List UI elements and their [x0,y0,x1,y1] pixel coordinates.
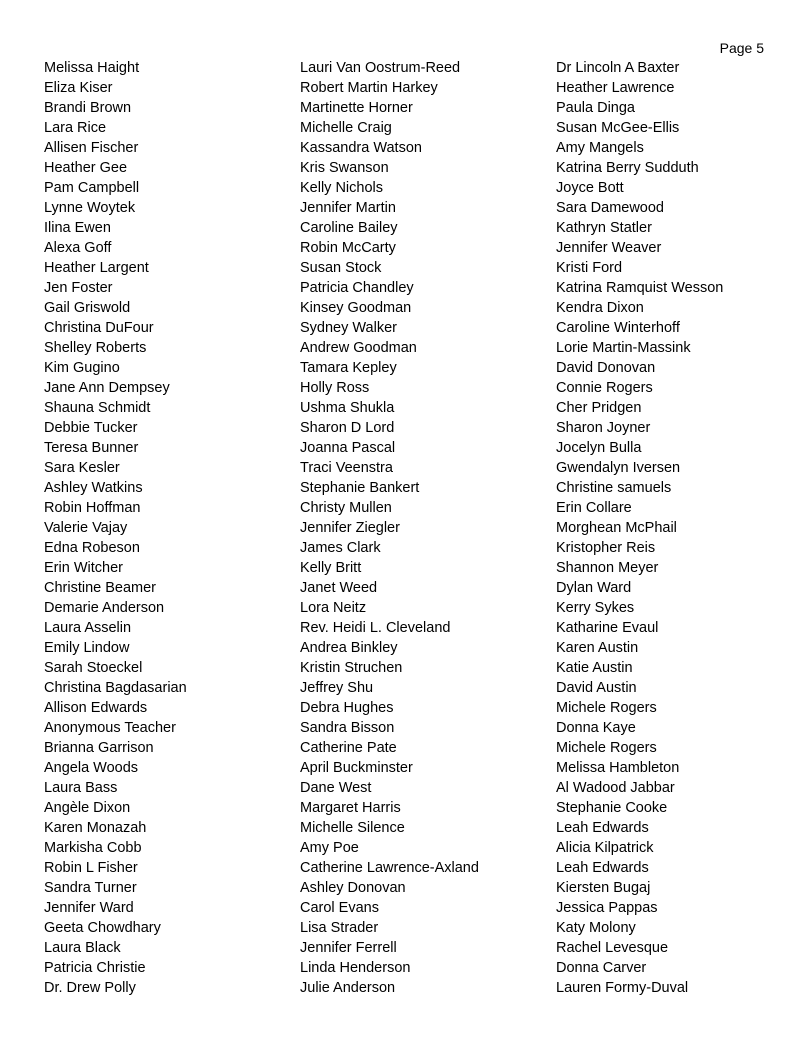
name-entry: Linda Henderson [300,960,411,976]
name-entry: Jennifer Ziegler [300,520,400,536]
name-entry: Ilina Ewen [44,220,111,236]
name-entry: Caroline Winterhoff [556,320,680,336]
name-entry: Kinsey Goodman [300,300,412,316]
name-entry: Erin Collare [556,500,632,516]
name-entry: Edna Robeson [44,540,140,556]
name-entry: Sydney Walker [300,320,397,336]
name-entry: Janet Weed [300,580,378,596]
name-entry: Ashley Watkins [44,480,143,496]
name-entry: Shannon Meyer [556,560,659,576]
name-entry: Michelle Silence [300,820,405,836]
name-entry: Shauna Schmidt [44,400,151,416]
name-entry: Sarah Stoeckel [44,660,143,676]
name-entry: James Clark [300,540,381,556]
name-entry: Patricia Chandley [300,280,414,296]
name-entry: David Austin [556,680,637,696]
name-entry: Lynne Woytek [44,200,136,216]
name-entry: Alexa Goff [44,240,112,256]
name-entry: Tamara Kepley [300,360,397,376]
name-entry: Michele Rogers [556,740,657,756]
name-entry: Robin Hoffman [44,500,141,516]
name-entry: Jennifer Weaver [556,240,662,256]
name-entry: Amy Poe [300,840,359,856]
name-entry: Melissa Haight [44,60,140,76]
name-entry: Pam Campbell [44,180,140,196]
name-entry: Lorie Martin-Massink [556,340,691,356]
name-entry: Susan Stock [300,260,382,276]
name-entry: Martinette Horner [300,100,413,116]
name-entry: Lauri Van Oostrum-Reed [300,60,461,76]
name-entry: Eliza Kiser [44,80,113,96]
name-entry: Stephanie Cooke [556,800,668,816]
name-entry: Gail Griswold [44,300,131,316]
name-entry: Donna Kaye [556,720,636,736]
name-entry: Jocelyn Bulla [556,440,642,456]
name-entry: Patricia Christie [44,960,146,976]
name-entry: Katharine Evaul [556,620,659,636]
name-entry: Andrew Goodman [300,340,417,356]
name-entry: Teresa Bunner [44,440,139,456]
name-entry: Kelly Britt [300,560,362,576]
name-entry: Melissa Hambleton [556,760,680,776]
page-number: Page 5 [719,40,764,56]
name-column-2 [300,58,479,998]
name-entry: Angèle Dixon [44,800,131,816]
name-entry: Shelley Roberts [44,340,147,356]
name-entry: Christine samuels [556,480,672,496]
name-entry: Donna Carver [556,960,647,976]
name-entry: Robin McCarty [300,240,396,256]
name-entry: Julie Anderson [300,980,396,996]
name-entry: Debra Hughes [300,700,394,716]
name-entry: Geeta Chowdhary [44,920,161,936]
name-entry: Erin Witcher [44,560,123,576]
name-entry: Valerie Vajay [44,520,128,536]
name-entry: Jen Foster [44,280,113,296]
name-entry: Laura Black [44,940,121,956]
name-entry: Kris Swanson [300,160,389,176]
name-entry: Kelly Nichols [300,180,383,196]
name-entry: Holly Ross [300,380,370,396]
name-entry: Christy Mullen [300,500,392,516]
name-entry: Brandi Brown [44,100,132,116]
name-entry: Al Wadood Jabbar [556,780,675,796]
name-column-3 [556,58,723,998]
name-entry: Sharon D Lord [300,420,395,436]
name-entry: Jennifer Ward [44,900,134,916]
name-entry: Lora Neitz [300,600,367,616]
name-entry: Michelle Craig [300,120,392,136]
name-entry: Sandra Turner [44,880,137,896]
name-entry: Markisha Cobb [44,840,142,856]
name-entry: Robin L Fisher [44,860,138,876]
name-entry: Sara Kesler [44,460,120,476]
name-entry: Margaret Harris [300,800,401,816]
name-entry: Gwendalyn Iversen [556,460,681,476]
name-entry: Michele Rogers [556,700,657,716]
name-entry: Dr Lincoln A Baxter [556,60,680,76]
name-entry: Brianna Garrison [44,740,154,756]
name-entry: Katie Austin [556,660,633,676]
name-entry: Joanna Pascal [300,440,396,456]
name-entry: Kristin Struchen [300,660,403,676]
name-entry: Paula Dinga [556,100,635,116]
name-entry: Kerry Sykes [556,600,635,616]
name-entry: Debbie Tucker [44,420,138,436]
name-entry: Angela Woods [44,760,139,776]
name-entry: Traci Veenstra [300,460,393,476]
name-entry: Lisa Strader [300,920,379,936]
name-entry: Kim Gugino [44,360,120,376]
name-entry: Amy Mangels [556,140,644,156]
name-entry: Kiersten Bugaj [556,880,651,896]
name-column-1 [44,58,187,998]
name-entry: Jessica Pappas [556,900,658,916]
name-entry: Jennifer Martin [300,200,396,216]
name-entry: Emily Lindow [44,640,130,656]
name-entry: Carol Evans [300,900,379,916]
name-entry: Demarie Anderson [44,600,165,616]
name-entry: Karen Austin [556,640,639,656]
name-entry: Kathryn Statler [556,220,652,236]
name-entry: Dylan Ward [556,580,632,596]
name-entry: Rev. Heidi L. Cleveland [300,620,451,636]
name-entry: Joyce Bott [556,180,624,196]
name-entry: Leah Edwards [556,820,649,836]
name-entry: Karen Monazah [44,820,147,836]
name-entry: Heather Gee [44,160,128,176]
name-entry: Alicia Kilpatrick [556,840,654,856]
name-entry: Katy Molony [556,920,636,936]
name-entry: April Buckminster [300,760,413,776]
name-entry: Ashley Donovan [300,880,406,896]
name-entry: Kassandra Watson [300,140,422,156]
name-entry: Catherine Lawrence-Axland [300,860,479,876]
name-entry: Stephanie Bankert [300,480,420,496]
name-entry: Lauren Formy-Duval [556,980,689,996]
name-entry: Kendra Dixon [556,300,644,316]
name-entry: Katrina Berry Sudduth [556,160,699,176]
name-entry: Kristopher Reis [556,540,656,556]
name-entry: Andrea Binkley [300,640,398,656]
name-entry: Heather Largent [44,260,149,276]
name-entry: Dr. Drew Polly [44,980,136,996]
name-entry: Rachel Levesque [556,940,669,956]
name-entry: Christina DuFour [44,320,154,336]
name-entry: Laura Bass [44,780,118,796]
name-entry: Sara Damewood [556,200,664,216]
name-entry: Allison Edwards [44,700,148,716]
name-entry: Katrina Ramquist Wesson [556,280,724,296]
name-entry: Caroline Bailey [300,220,398,236]
name-entry: Heather Lawrence [556,80,675,96]
name-entry: Sandra Bisson [300,720,395,736]
name-entry: Lara Rice [44,120,107,136]
name-entry: Laura Asselin [44,620,132,636]
name-entry: Christine Beamer [44,580,157,596]
name-entry: Jennifer Ferrell [300,940,397,956]
name-entry: Robert Martin Harkey [300,80,438,96]
name-entry: Allisen Fischer [44,140,139,156]
name-entry: Jeffrey Shu [300,680,374,696]
name-entry: Dane West [300,780,372,796]
name-entry: Anonymous Teacher [44,720,176,736]
name-entry: Sharon Joyner [556,420,651,436]
name-entry: Leah Edwards [556,860,649,876]
name-entry: Christina Bagdasarian [44,680,187,696]
name-entry: Connie Rogers [556,380,653,396]
name-entry: David Donovan [556,360,656,376]
name-entry: Ushma Shukla [300,400,395,416]
name-entry: Jane Ann Dempsey [44,380,170,396]
name-entry: Morghean McPhail [556,520,677,536]
name-entry: Cher Pridgen [556,400,642,416]
name-entry: Kristi Ford [556,260,623,276]
name-entry: Catherine Pate [300,740,397,756]
name-entry: Susan McGee-Ellis [556,120,680,136]
